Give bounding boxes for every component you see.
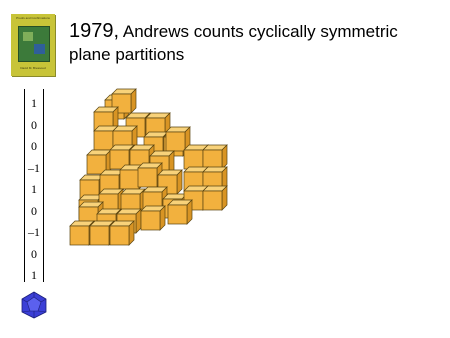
matrix-entry: 0 xyxy=(31,246,37,261)
matrix-entry: –1 xyxy=(28,160,40,175)
cube xyxy=(203,186,227,210)
book-cover-author: David M. Bressoud xyxy=(20,67,46,70)
matrix-entry: 0 xyxy=(31,203,37,218)
matrix-entry: 0 xyxy=(31,139,37,153)
matrix-entry: 1 xyxy=(31,182,37,196)
matrix-entry: 1 xyxy=(31,96,37,110)
book-cover-title: Proofs and Confirmations xyxy=(16,17,50,20)
slide-title-year: 1979, xyxy=(69,20,120,42)
cube xyxy=(141,206,165,230)
cube xyxy=(168,200,192,224)
cube xyxy=(203,145,227,169)
matrix-entry: 1 xyxy=(31,268,37,282)
matrix-entry: 0 xyxy=(31,117,37,132)
cube xyxy=(110,221,134,245)
matrix-entry: –1 xyxy=(28,225,40,239)
slide-title-text: Andrews counts cyclically symmetric plane partitions xyxy=(69,22,398,64)
